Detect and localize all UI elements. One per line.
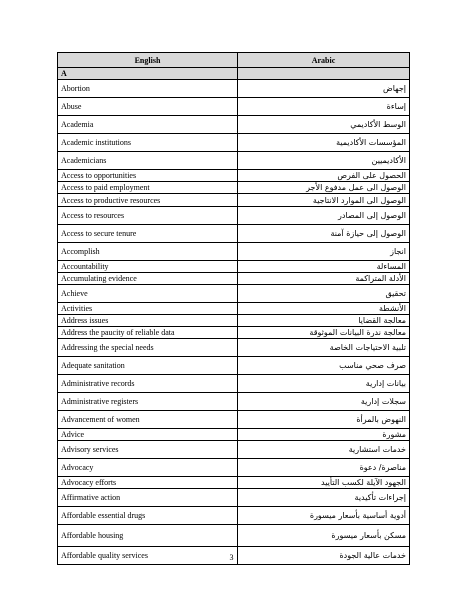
table-row <box>58 441 410 459</box>
section-blank <box>238 68 410 80</box>
arabic-term: مشورة <box>238 429 410 441</box>
arabic-term: انجاز <box>238 243 410 261</box>
glossary-table <box>57 52 410 565</box>
arabic-term: تلبية الاحتياجات الخاصة <box>238 339 410 357</box>
table-row <box>58 134 410 152</box>
table-row <box>58 477 410 489</box>
table-row <box>58 80 410 98</box>
english-term: Address the paucity of reliable data <box>58 327 238 339</box>
table-row <box>58 207 410 225</box>
header-arabic: Arabic <box>238 53 410 68</box>
table-row <box>58 411 410 429</box>
english-term: Access to resources <box>58 207 238 225</box>
arabic-term: إجهاض <box>238 80 410 98</box>
english-term: Administrative registers <box>58 393 238 411</box>
table-row <box>58 170 410 182</box>
table-row <box>58 182 410 194</box>
arabic-term: النهوض بالمرأة <box>238 411 410 429</box>
arabic-term: الوصول إلى حيازة آمنة <box>238 225 410 243</box>
table-row <box>58 116 410 134</box>
english-term: Advocacy <box>58 459 238 477</box>
english-term: Access to secure tenure <box>58 225 238 243</box>
english-term: Abortion <box>58 80 238 98</box>
arabic-term: الحصول على الفرص <box>238 170 410 182</box>
english-term: Accumulating evidence <box>58 273 238 285</box>
english-term: Advice <box>58 429 238 441</box>
english-term: Address issues <box>58 315 238 327</box>
table-row <box>58 507 410 525</box>
page-number: 3 <box>229 553 234 562</box>
english-term: Adequate sanitation <box>58 357 238 375</box>
english-term: Achieve <box>58 285 238 303</box>
english-term: Affordable essential drugs <box>58 507 238 525</box>
english-term: Advisory services <box>58 441 238 459</box>
table-row <box>58 303 410 315</box>
table-row <box>58 243 410 261</box>
table-row <box>58 525 410 547</box>
table-row <box>58 98 410 116</box>
english-term: Addressing the special needs <box>58 339 238 357</box>
arabic-term: الوصول الى الموارد الانتاجية <box>238 194 410 207</box>
table-row <box>58 375 410 393</box>
arabic-term: إجراءات تأكيدية <box>238 489 410 507</box>
table-row <box>58 261 410 273</box>
table-row <box>58 393 410 411</box>
english-term: Affordable quality services <box>58 547 238 565</box>
english-term: Access to opportunities <box>58 170 238 182</box>
table-row <box>58 225 410 243</box>
english-term: Advocacy efforts <box>58 477 238 489</box>
arabic-term: مسكن بأسعار ميسورة <box>238 525 410 547</box>
arabic-term: بيانات إدارية <box>238 375 410 393</box>
arabic-term: تحقيق <box>238 285 410 303</box>
header-english: English <box>58 53 238 68</box>
arabic-term: معالجة القضايا <box>238 315 410 327</box>
english-term: Accountability <box>58 261 238 273</box>
section-letter: A <box>58 68 238 80</box>
arabic-term: الأنشطة <box>238 303 410 315</box>
arabic-term: خدمات استشارية <box>238 441 410 459</box>
arabic-term: الوصول إلى المصادر <box>238 207 410 225</box>
table-row <box>58 152 410 170</box>
arabic-term: سجلات إدارية <box>238 393 410 411</box>
english-term: Access to paid employment <box>58 182 238 194</box>
arabic-term: مناصرة/ دعوة <box>238 459 410 477</box>
english-term: Activities <box>58 303 238 315</box>
english-term: Academicians <box>58 152 238 170</box>
arabic-term: معالجة ندرة البيانات الموثوقة <box>238 327 410 339</box>
arabic-term: إساءة <box>238 98 410 116</box>
table-row <box>58 194 410 207</box>
section-row <box>58 68 410 80</box>
arabic-term: الأكاديميين <box>238 152 410 170</box>
arabic-term: الوسط الأكاديمي <box>238 116 410 134</box>
english-term: Access to productive resources <box>58 194 238 207</box>
arabic-term: المساءلة <box>238 261 410 273</box>
arabic-term: خدمات عالية الجودة <box>238 547 410 565</box>
arabic-term: الأدلة المتراكمة <box>238 273 410 285</box>
table-row <box>58 489 410 507</box>
english-term: Academic institutions <box>58 134 238 152</box>
english-term: Accomplish <box>58 243 238 261</box>
table-row <box>58 315 410 327</box>
table-row <box>58 459 410 477</box>
english-term: Abuse <box>58 98 238 116</box>
arabic-term: المؤسسات الأكاديمية <box>238 134 410 152</box>
table-row <box>58 273 410 285</box>
english-term: Advancement of women <box>58 411 238 429</box>
arabic-term: صرف صحي مناسب <box>238 357 410 375</box>
table-row <box>58 327 410 339</box>
english-term: Affordable housing <box>58 525 238 547</box>
header-row <box>58 53 410 68</box>
table-row <box>58 429 410 441</box>
english-term: Affirmative action <box>58 489 238 507</box>
table-row <box>58 357 410 375</box>
english-term: Administrative records <box>58 375 238 393</box>
arabic-term: الجهود الآيلة لكسب التأييد <box>238 477 410 489</box>
arabic-term: أدوية أساسية بأسعار ميسورة <box>238 507 410 525</box>
table-row <box>58 339 410 357</box>
english-term: Academia <box>58 116 238 134</box>
table-row <box>58 285 410 303</box>
arabic-term: الوصول الى عمل مدفوع الأجر <box>238 182 410 194</box>
